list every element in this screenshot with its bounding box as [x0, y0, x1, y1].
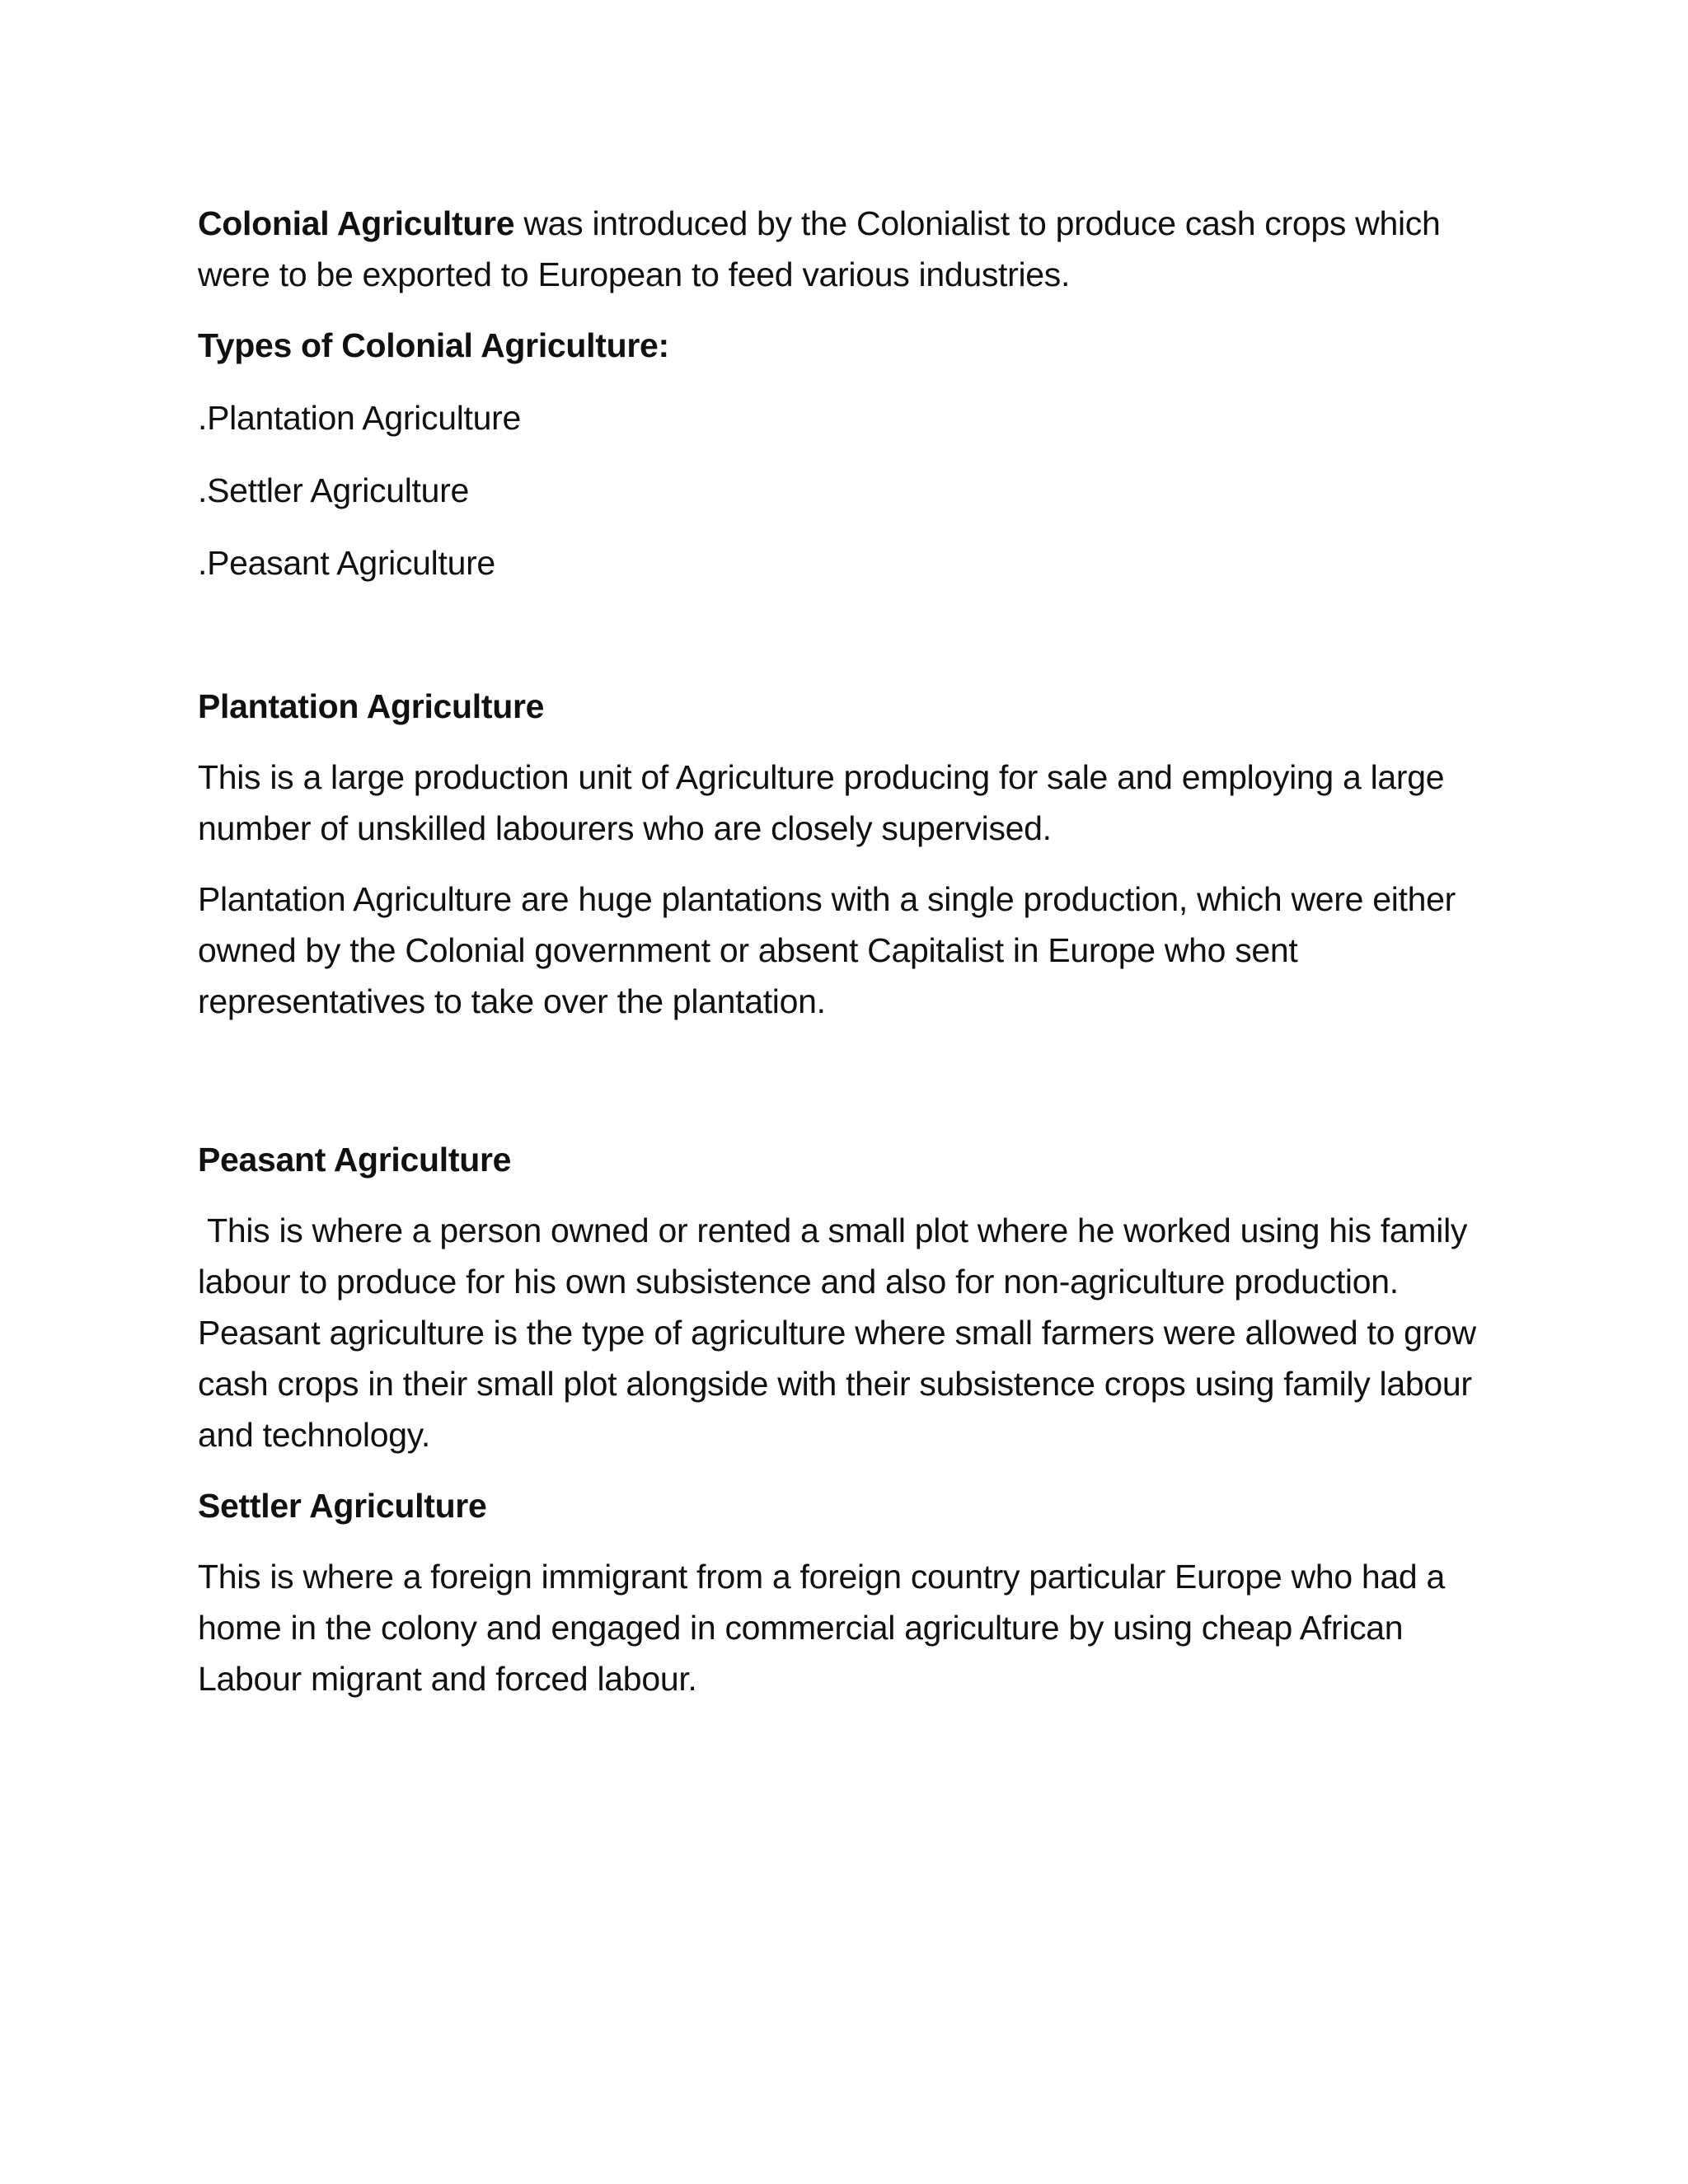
settler-paragraph: This is where a foreign immigrant from a foreign country particular Europe who had a home in the colony and engaged in commercial agriculture by using cheap African Labour migrant and forced labour.	[198, 1558, 1446, 1698]
intro-text: was introduced by the Colonialist to produce cash crops which were to be exported to European to feed various industries.	[198, 204, 1441, 293]
plantation-heading: Plantation Agriculture	[198, 687, 545, 725]
types-item-plantation: .Plantation Agriculture	[198, 399, 521, 437]
types-item-settler: .Settler Agriculture	[198, 471, 469, 509]
intro-paragraph	[198, 198, 1500, 300]
peasant-heading: Peasant Agriculture	[198, 1141, 512, 1179]
document-body	[198, 198, 1500, 1704]
intro-bold-lead: Colonial Agriculture	[198, 204, 515, 242]
settler-heading: Settler Agriculture	[198, 1487, 487, 1525]
plantation-paragraph-1: This is a large production unit of Agriculture producing for sale and employing a large number of unskilled labourers who are closely supervised.	[198, 758, 1445, 847]
peasant-paragraph: This is where a person owned or rented a small plot where he worked using his family labour to produce for his own subsistence and also for non-agriculture production. Peasant agriculture is the type of agriculture where small farmers were allowed to grow cash crops in their small plot alongside with their subsistence crops using family labour and technology.	[198, 1212, 1485, 1454]
types-heading: Types of Colonial Agriculture:	[198, 326, 669, 364]
types-item-peasant: .Peasant Agriculture	[198, 544, 495, 582]
plantation-paragraph-2: Plantation Agriculture are huge plantations with a single production, which were either owned by the Colonial government or absent Capitalist in Europe who sent representatives to take over the plantation.	[198, 880, 1456, 1020]
